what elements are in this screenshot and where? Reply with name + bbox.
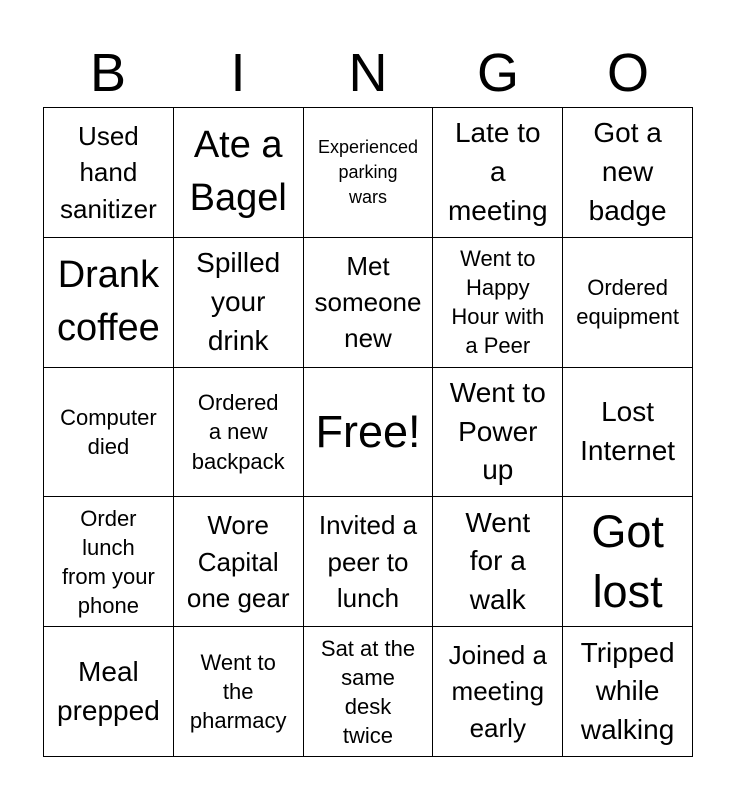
- free-space-text: Free!: [315, 406, 421, 458]
- bingo-cell-r4-c1[interactable]: [44, 497, 174, 627]
- cell-text: Used hand sanitizer: [59, 120, 157, 224]
- cell-text: Joined a meeting early: [448, 640, 547, 743]
- cell-text: Ordered equipment: [576, 275, 679, 330]
- bingo-cell-r1-c1[interactable]: [44, 108, 174, 238]
- header-letter-b: B: [89, 43, 127, 103]
- bingo-header: [43, 38, 693, 108]
- cell-text: Order lunch from your phone: [61, 505, 155, 618]
- bingo-cell-r1-c4[interactable]: [433, 108, 563, 238]
- bingo-cell-r1-c3[interactable]: [304, 108, 434, 238]
- bingo-cell-r3-c2[interactable]: [174, 368, 304, 498]
- bingo-cell-r5-c4[interactable]: [433, 627, 563, 757]
- cell-text: Met someone new: [314, 250, 422, 354]
- cell-text: Went to Power up: [449, 377, 546, 486]
- bingo-cell-r1-c2[interactable]: [174, 108, 304, 238]
- cell-text: Ordered a new backpack: [191, 390, 285, 474]
- bingo-cell-r1-c5[interactable]: [563, 108, 693, 238]
- bingo-cell-r4-c4[interactable]: [433, 497, 563, 627]
- bingo-cell-r5-c5[interactable]: [563, 627, 693, 757]
- header-letter-n: N: [348, 43, 388, 103]
- bingo-cell-r5-c3[interactable]: [304, 627, 434, 757]
- cell-text: Wore Capital one gear: [186, 510, 290, 613]
- cell-text: Tripped while walking: [580, 636, 675, 745]
- bingo-cell-r3-c4[interactable]: [433, 368, 563, 498]
- bingo-cell-r5-c2[interactable]: [174, 627, 304, 757]
- bingo-cell-r3-c5[interactable]: [563, 368, 693, 498]
- bingo-cell-r3-c1[interactable]: [44, 368, 174, 498]
- cell-text: Ate a Bagel: [189, 124, 287, 220]
- cell-text: Computer died: [60, 404, 157, 459]
- bingo-cell-r5-c1[interactable]: [44, 627, 174, 757]
- bingo-cell-r3-c3[interactable]: [304, 368, 434, 498]
- bingo-cell-r2-c2[interactable]: [174, 238, 304, 368]
- bingo-cell-r2-c1[interactable]: [44, 238, 174, 368]
- bingo-cell-r2-c4[interactable]: [433, 238, 563, 368]
- cell-text: Late to a meeting: [447, 117, 548, 226]
- cell-text: Sat at the same desk twice: [320, 635, 416, 748]
- header-letter-g: G: [476, 43, 519, 103]
- header-letter-o: O: [606, 43, 649, 103]
- cell-text: Lost Internet: [580, 396, 676, 466]
- cell-text: Meal prepped: [57, 655, 160, 726]
- cell-text: Got a new badge: [588, 117, 667, 226]
- bingo-cell-r4-c5[interactable]: [563, 497, 693, 627]
- cell-text: Invited a peer to lunch: [318, 510, 418, 613]
- cell-text: Got lost: [591, 506, 664, 617]
- cell-text: Drank coffee: [56, 254, 160, 350]
- cell-text: Spilled your drink: [196, 247, 281, 356]
- cell-text: Went for a walk: [465, 506, 531, 616]
- bingo-board: [43, 107, 693, 757]
- cell-text: Went to the pharmacy: [189, 650, 287, 734]
- bingo-cell-r2-c3[interactable]: [304, 238, 434, 368]
- cell-text: Experienced parking wars: [317, 137, 419, 207]
- bingo-cell-r4-c2[interactable]: [174, 497, 304, 627]
- bingo-cell-r4-c3[interactable]: [304, 497, 434, 627]
- header-letter-i: I: [230, 43, 246, 103]
- cell-text: Went to Happy Hour with a Peer: [451, 246, 545, 359]
- bingo-cell-r2-c5[interactable]: [563, 238, 693, 368]
